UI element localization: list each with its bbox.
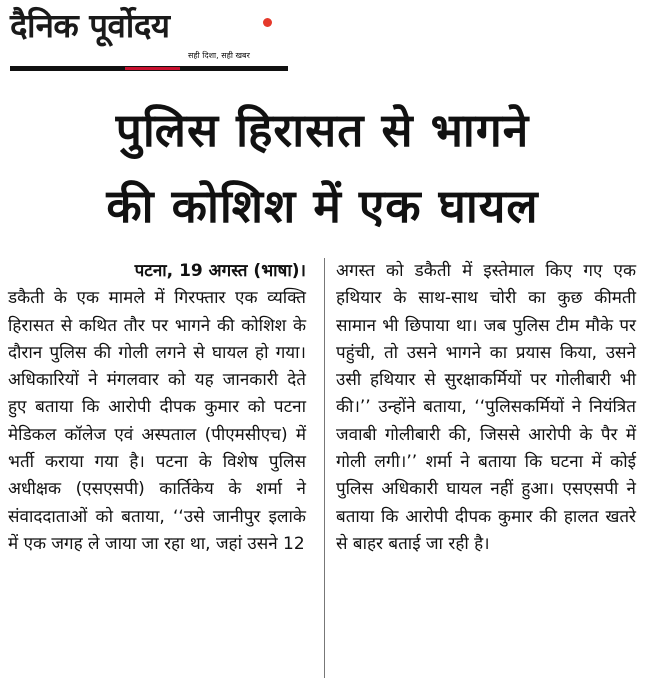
column-divider [324, 258, 325, 678]
newspaper-logo: दैनिक पूर्वोदय [10, 6, 170, 45]
article-body-left: डकैती के एक मामले में गिरफ्तार एक व्यक्ति हिरासत से कथित तौर पर भागने की कोशिश के दौरान पुलिस की गोली लगने से घायल हो गया। अधिकारियों ने मंगलवार को यह जानकारी देते हुए बताया कि आरोपी दीपक कुमार को पटना मेडिकल कॉलेज एवं अस्पताल (पीएमसीएच) में भर्ती कराया गया है। पटना के विशेष पुलिस अधीक्षक (एसएसपी) कार्तिकेय के शर्मा ने संवाददाताओं को बताया, ‘‘उसे जानीपुर इलाके में एक जगह ले जाया जा रहा था, जहां उसने 12 [8, 288, 306, 554]
article-column-right [336, 258, 636, 558]
masthead [10, 4, 310, 74]
tagline: सही दिशा, सही खबर [188, 51, 250, 60]
headline-line-1: पुलिस हिरासत से भागने [115, 103, 530, 157]
dateline: पटना, 19 अगस्त (भाषा)। [134, 261, 306, 281]
headline-line-2: की कोशिश में एक घायल [106, 179, 539, 233]
logo-dot-icon [263, 18, 272, 27]
masthead-strip [125, 67, 180, 70]
headline [0, 92, 645, 244]
article-column-left [8, 258, 306, 558]
article-body-right: अगस्त को डकैती में इस्तेमाल किए गए एक हथियार के साथ-साथ चोरी का कुछ कीमती सामान भी छिपाया था। जब पुलिस टीम मौके पर पहुंची, तो उसने भागने का प्रयास किया, उसने उसी हथियार से सुरक्षाकर्मियों पर गोलीबारी भी की।’’ उन्होंने बताया, ‘‘पुलिसकर्मियों ने नियंत्रित जवाबी गोलीबारी की, जिससे आरोपी के पैर में गोली लगी।’’ शर्मा ने बताया कि घटना में कोई पुलिस अधिकारी घायल नहीं हुआ। एसएसपी ने बताया कि आरोपी दीपक कुमार की हालत खतरे से बाहर बताई जा रही है। [336, 261, 636, 554]
